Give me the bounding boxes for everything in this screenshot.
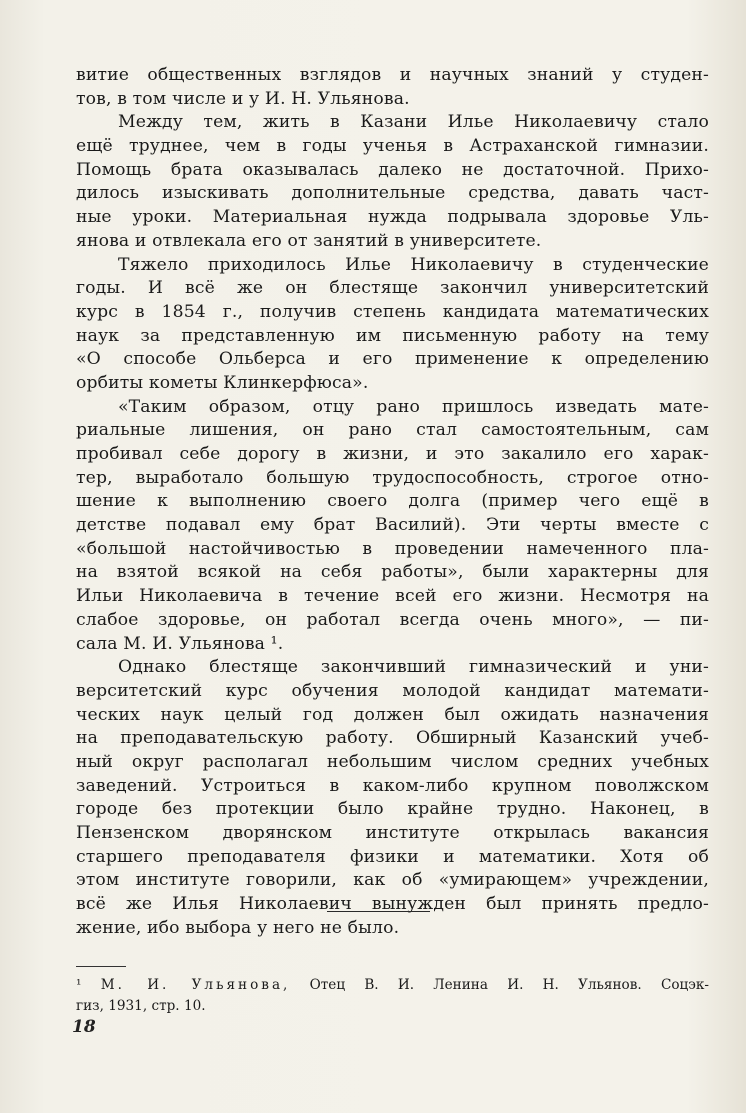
text-line: этом институте говорили, как об «умирающем» учреждении, (76, 870, 709, 891)
text-line: дилось изыскивать дополнительные средства, давать част- (76, 183, 709, 204)
footnote-divider (76, 966, 126, 967)
page-number: 18 (72, 1017, 96, 1037)
text-line: годы. И всё же он блестяще закончил университетский (76, 278, 709, 299)
text-line: пробивал себе дорогу в жизни, и это закалило его харак- (76, 444, 709, 464)
text-line: всё же Илья Николаевич вынужден был принять предло- (76, 894, 709, 915)
text-line: «О способе Ольберса и его применение к определению (76, 349, 709, 370)
text-line: наук за представленную им письменную работу на тему (76, 325, 709, 346)
text-line: на взятой всякой на себя работы», были характерны для (76, 562, 709, 583)
text-line: ещё труднее, чем в годы ученья в Астраханской гимназии. (76, 136, 709, 157)
text-line: тер, выработало большую трудоспособность, строгое отно- (76, 467, 709, 488)
text-line: тов, в том числе и у И. Н. Ульянова. (76, 88, 410, 109)
footnote-author: М. И. Ульянова, (100, 977, 291, 993)
text-line: Помощь брата оказывалась далеко не достаточной. Прихо- (76, 159, 709, 180)
text-line: Пензенском дворянском институте открылась вакансия (76, 823, 709, 843)
text-line: верситетский курс обучения молодой кандидат математи- (76, 680, 709, 701)
text-line: риальные лишения, он рано стал самостоятельным, сам (76, 420, 709, 441)
text-line: Между тем, жить в Казани Илье Николаевичу стало (118, 112, 709, 133)
text-line: орбиты кометы Клинкерфюса». (76, 372, 369, 393)
text-line: ные уроки. Материальная нужда подрывала здоровье Уль- (76, 207, 709, 228)
text-line: «Таким образом, отцу рано пришлось изведать мате- (118, 396, 709, 417)
footnote-marker: ¹ (76, 977, 82, 993)
footnote-line (76, 975, 709, 996)
text-line: «большой настойчивостью в проведении намеченного пла- (76, 538, 709, 559)
text-line: слабое здоровье, он работал всегда очень много», — пи- (76, 609, 709, 630)
main-text (76, 64, 709, 940)
text-line: янова и отвлекала его от занятий в университете. (76, 230, 542, 251)
text-line: городе без протекции было крайне трудно. Наконец, в (76, 799, 709, 820)
text-line: заведений. Устроиться в каком-либо крупном поволжском (76, 775, 709, 796)
text-line: Ильи Николаевича в течение всей его жизни. Несмотря на (76, 586, 709, 607)
text-line: Однако блестяще закончивший гимназический и уни- (118, 657, 709, 678)
text-line: на преподавательскую работу. Обширный Казанский учеб- (76, 728, 709, 749)
footnote (76, 975, 709, 1017)
text-line: шение к выполнению своего долга (пример чего ещё в (76, 491, 709, 512)
text-line: Тяжело приходилось Илье Николаевичу в студенческие (118, 254, 709, 275)
text-line: детстве подавал ему брат Василий). Эти черты вместе с (76, 515, 709, 536)
text-line: жение, ибо выбора у него не было. (76, 917, 400, 938)
section-divider (327, 911, 430, 912)
text-line: ческих наук целый год должен был ожидать назначения (76, 704, 709, 725)
footnote-line: гиз, 1931, стр. 10. (76, 998, 206, 1014)
text-line: старшего преподавателя физики и математики. Хотя об (76, 846, 709, 867)
text-line: сала М. И. Ульянова ¹. (76, 633, 284, 654)
text-line: курс в 1854 г., получив степень кандидата математических (76, 301, 709, 322)
text-line: витие общественных взглядов и научных знаний у студен- (76, 65, 709, 85)
text-line: ный округ располагал небольшим числом средних учебных (76, 751, 709, 772)
footnote-title: Отец В. И. Ленина И. Н. Ульянов. Соцэк- (309, 977, 709, 993)
